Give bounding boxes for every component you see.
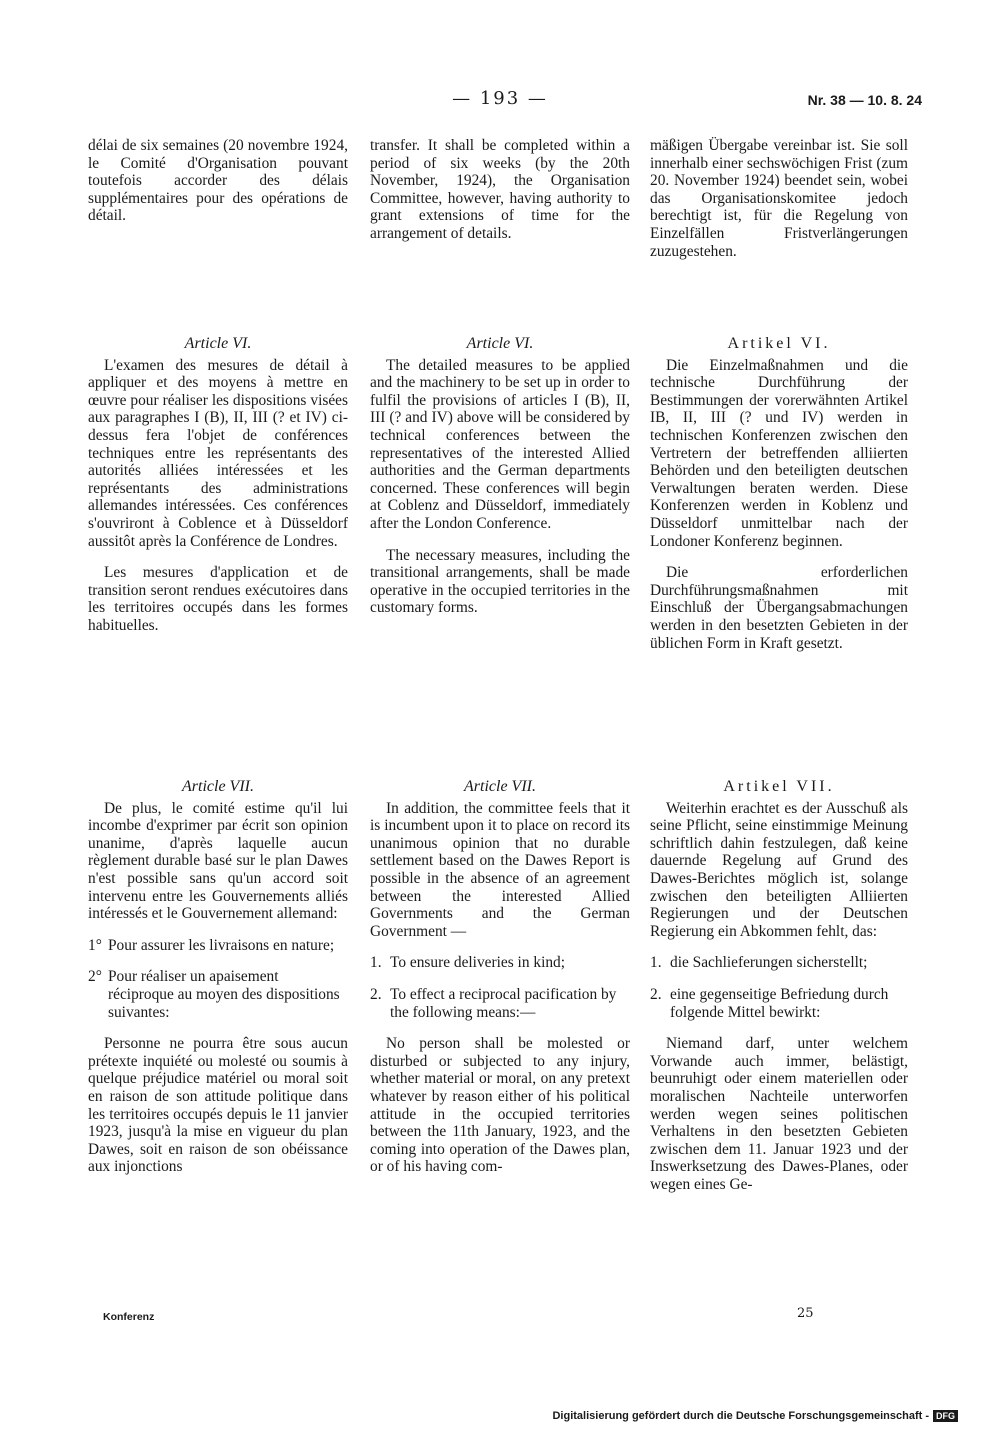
- english-article-6-paragraph-1: The detailed measures to be applied and the machinery to be set up in order to fulfil the provisions of articles I (B), II, III (? and IV) above will be considered by technical conferences between the representatives of the interested Allied authorities and the German departments concerned. These conferences will begin at Coblenz and Düsseldorf, immediately after the London Conference.: [370, 356, 630, 532]
- english-article-6-heading: Article VI.: [466, 335, 534, 352]
- column-french-article-7: [88, 778, 348, 1190]
- german-list-item-2-number: 2.: [650, 985, 662, 1003]
- column-french: [88, 137, 348, 239]
- footer-signature-label: Konferenz: [103, 1311, 155, 1323]
- french-list-item-2-subparagraph: Personne ne pourra être sous aucun prétexte inquiété ou molesté ou soumis à quelque préjudice matériel ou moral soit en raison de son attitude politique dans les territoires occupés depuis le 11 janvier 1923, jusqu'à la mise en vigueur du plan Dawes, soit en raison de son obéissance aux injonctions: [88, 1035, 348, 1176]
- french-article-6-paragraph-2: Les mesures d'application et de transition seront rendues exécutoires dans les territoires occupés dans les formes habituelles.: [88, 564, 348, 634]
- german-list-item-1-text: die Sachlieferungen sicherstellt;: [670, 954, 868, 972]
- french-list-item-1-number: 1°: [88, 936, 102, 954]
- english-article-6-paragraph-2: The necessary measures, including the transitional arrangements, shall be made operative in the occupied territories in the customary forms.: [370, 546, 630, 617]
- german-list-item-1-number: 1.: [650, 954, 662, 972]
- french-list-item-1-text: Pour assurer les livraisons en nature;: [108, 936, 335, 954]
- german-list-item-1: [650, 954, 908, 972]
- digitization-credit: [552, 1410, 958, 1422]
- german-article-6-paragraph-1: Die Einzelmaßnahmen und die technische Durchführung der Bestimmungen der vorerwähnten Artikel IB, II, III (? und IV) werden in technischen Konferenzen zwischen den Vertretern der betreffenden alliierten Behörden und den beteiligten deutschen Verwaltungen beraten werden. Diese Konferenzen werden in Koblenz und Düsseldorf unmittelbar nach der Londoner Konferenz beginnen.: [650, 356, 908, 550]
- english-list-item-1-text: To ensure deliveries in kind;: [390, 954, 566, 972]
- french-list-item-1: [88, 937, 348, 955]
- english-list-item-2: [370, 986, 630, 1021]
- german-list-item-2: [650, 986, 908, 1021]
- issue-reference: Nr. 38 — 10. 8. 24: [807, 92, 922, 108]
- column-english-article-7: [370, 778, 630, 1190]
- english-list-item-1: [370, 954, 630, 972]
- french-article-7-heading: Article VII.: [182, 778, 254, 795]
- digitization-credit-text: Digitalisierung gefördert durch die Deutsche Forschungsgemeinschaft -: [552, 1410, 929, 1422]
- footer-sheet-number: 25: [797, 1306, 814, 1321]
- french-article-6-paragraph-1: L'examen des mesures de détail à appliquer et des moyens à mettre en œuvre pour réaliser les dispositions visées aux paragraphes I (B), II, III (? et IV) ci-dessus fera l'objet de conférences techniques entre les représentants des autorités alliées intéressées et les représentants des administrations allemandes intéressées. Ces conférences s'ouvriront à Coblence et à Düsseldorf aussitôt après la Conférence de Londres.: [88, 356, 348, 550]
- english-article-7-paragraph-1: In addition, the committee feels that it is incumbent upon it to place on record its unanimous opinion that no durable settlement based on the Dawes Report is possible in the absence of an agreement between the interested Allied Governments and the German Government —: [370, 799, 630, 940]
- german-article-6-paragraph-2: Die erforderlichen Durchführungsmaßnahmen mit Einschluß der Übergangsabmachungen werden in den besetzten Gebieten in der üblichen Form in Kraft gesetzt.: [650, 564, 908, 652]
- english-article-7-heading: Article VII.: [464, 778, 536, 795]
- column-english: [370, 137, 630, 257]
- french-list-item-2-number: 2°: [88, 968, 102, 986]
- french-intro-paragraph: délai de six semaines (20 novembre 1924, le Comité d'Organisation pouvant toutefois accorder des délais supplémentaires pour des opérations de détail.: [88, 137, 348, 225]
- german-intro-paragraph: mäßigen Übergabe vereinbar ist. Sie soll innerhalb einer sechswöchigen Frist (zum 20. November 1924) beendet sein, wobei das Organisationskomitee jedoch berechtigt ist, für die Regelung von Einzelfällen Fristverlängerungen zuzugestehen.: [650, 137, 908, 260]
- english-intro-paragraph: transfer. It shall be completed within a period of six weeks (by the 20th November, 1924), the Organisation Committee, however, having authority to grant extensions of time for the arrangement of details.: [370, 137, 630, 242]
- french-article-6-heading: Article VI.: [184, 335, 252, 352]
- english-list-item-1-number: 1.: [370, 954, 382, 972]
- page-number: — 193 —: [452, 88, 548, 109]
- column-german-article-7: [650, 778, 908, 1207]
- column-german: [650, 137, 908, 274]
- german-list-item-2-text: eine gegenseitige Befriedung durch folgende Mittel bewirkt:: [670, 985, 889, 1021]
- french-article-7-paragraph-1: De plus, le comité estime qu'il lui incombe d'exprimer par écrit son opinion unanime, d'après laquelle aucun règlement durable basé sur le plan Dawes n'est possible sans qu'un accord soit intervenu entre les Gouvernements alliés intéressés et le Gouvernement allemand:: [88, 799, 348, 923]
- german-article-7-paragraph-1: Weiterhin erachtet es der Ausschuß als seine Pflicht, seine einstimmige Meinung schriftlich dahin festzulegen, daß keine dauernde Regelung auf Grund des Dawes-Berichtes möglich ist, solange zwischen den beteiligten Alliierten Regierungen und der Deutschen Regierung ein Abkommen fehlt, das:: [650, 799, 908, 940]
- german-list-item-2-subparagraph: Niemand darf, unter welchem Vorwande auch immer, belästigt, beunruhigt oder einem materiellen oder moralischen Nachteile unterworfen werden wegen seines politischen Verhaltens in den besetzten Gebieten zwischen dem 11. Januar 1923 und der Inswerksetzung des Dawes-Planes, oder wegen eines Ge-: [650, 1035, 908, 1193]
- dfg-logo-icon: DFG: [933, 1410, 958, 1422]
- english-list-item-2-subparagraph: No person shall be molested or disturbed or subjected to any injury, whether material or moral, on any pretext whatever by reason either of his political attitude in the occupied territories between the 11th January, 1923, and the coming into operation of the Dawes plan, or of his having com-: [370, 1035, 630, 1176]
- german-article-6-heading: Artikel VI.: [727, 335, 831, 352]
- column-french-article-6: [88, 335, 348, 649]
- column-german-article-6: [650, 335, 908, 666]
- english-list-item-2-text: To effect a reciprocal pacification by the following means:—: [390, 985, 617, 1021]
- column-english-article-6: [370, 335, 630, 631]
- french-list-item-2: [88, 968, 348, 1021]
- french-list-item-2-text: Pour réaliser un apaisement réciproque au moyen des dispositions suivantes:: [108, 968, 340, 1021]
- english-list-item-2-number: 2.: [370, 985, 382, 1003]
- german-article-7-heading: Artikel VII.: [723, 778, 835, 795]
